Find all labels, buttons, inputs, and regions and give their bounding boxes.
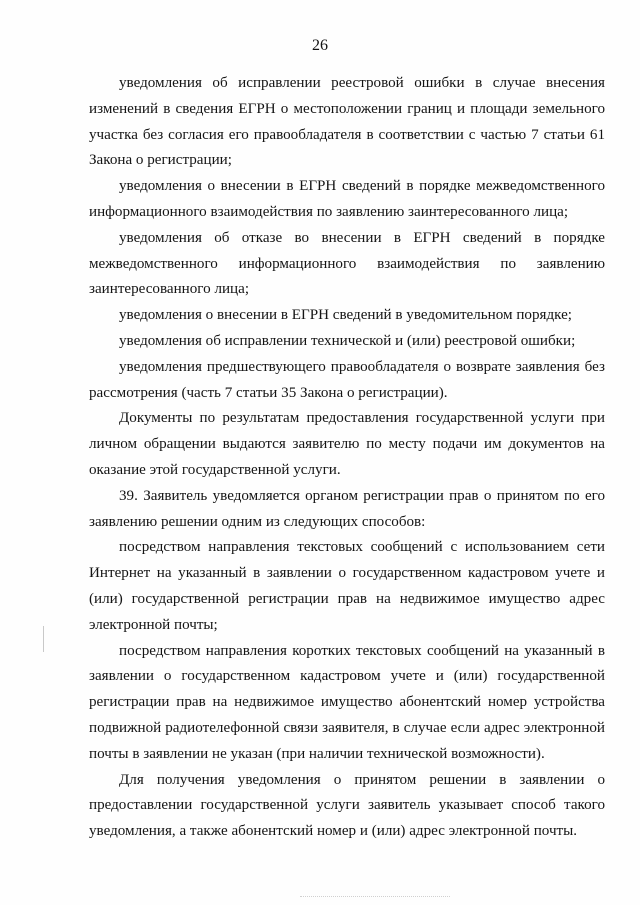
paragraph-9: посредством направления текстовых сообщений с использованием сети Интернет на указанный в заявлении о государственном кадастровом учете и (или) государственной регистрации прав на недвижимое имущество адрес электронной почты; <box>89 539 605 633</box>
paragraph-3: уведомления об отказе во внесении в ЕГРН сведений в порядке межведомственного информационного взаимодействия по заявлению заинтересованного лица; <box>89 229 605 298</box>
page-number: 26 <box>312 37 328 54</box>
paragraph-10: посредством направления коротких текстовых сообщений на указанный в заявлении о государственном кадастровом учете и (или) государственной регистрации прав на недвижимое имущество абонентский номер устройства подвижной радиотелефонной связи заявителя, в случае если адрес электронной почты в заявлении не указан (при наличии технической возможности). <box>89 642 605 762</box>
paragraph-8: 39. Заявитель уведомляется органом регистрации прав о принятом по его заявлению решении одним из следующих способов: <box>89 487 605 530</box>
paragraph-6: уведомления предшествующего правообладателя о возврате заявления без рассмотрения (часть 7 статьи 35 Закона о регистрации). <box>89 358 605 401</box>
paragraph-2: уведомления о внесении в ЕГРН сведений в порядке межведомственного информационного взаимодействия по заявлению заинтересованного лица; <box>89 178 605 220</box>
scan-artifact <box>43 626 44 652</box>
paragraph-4: уведомления о внесении в ЕГРН сведений в уведомительном порядке; <box>119 307 572 324</box>
paragraph-1: уведомления об исправлении реестровой ошибки в случае внесения изменений в сведения ЕГРН о местоположении границ и площади земельного участка без согласия его правообладателя в соответствии с частью 7 статьи 61 Закона о регистрации; <box>89 75 605 169</box>
document-body <box>89 71 605 845</box>
paragraph-5: уведомления об исправлении технической и (или) реестровой ошибки; <box>119 332 576 349</box>
paragraph-7: Документы по результатам предоставления государственной услуги при личном обращении выдаются заявителю по месту подачи им документов на оказание этой государственной услуги. <box>89 410 605 478</box>
paragraph-11: Для получения уведомления о принятом решении в заявлении о предоставлении государственной услуги заявитель указывает способ такого уведомления, а также абонентский номер и (или) адрес электронной почты. <box>89 771 605 840</box>
scan-noise <box>300 896 450 899</box>
